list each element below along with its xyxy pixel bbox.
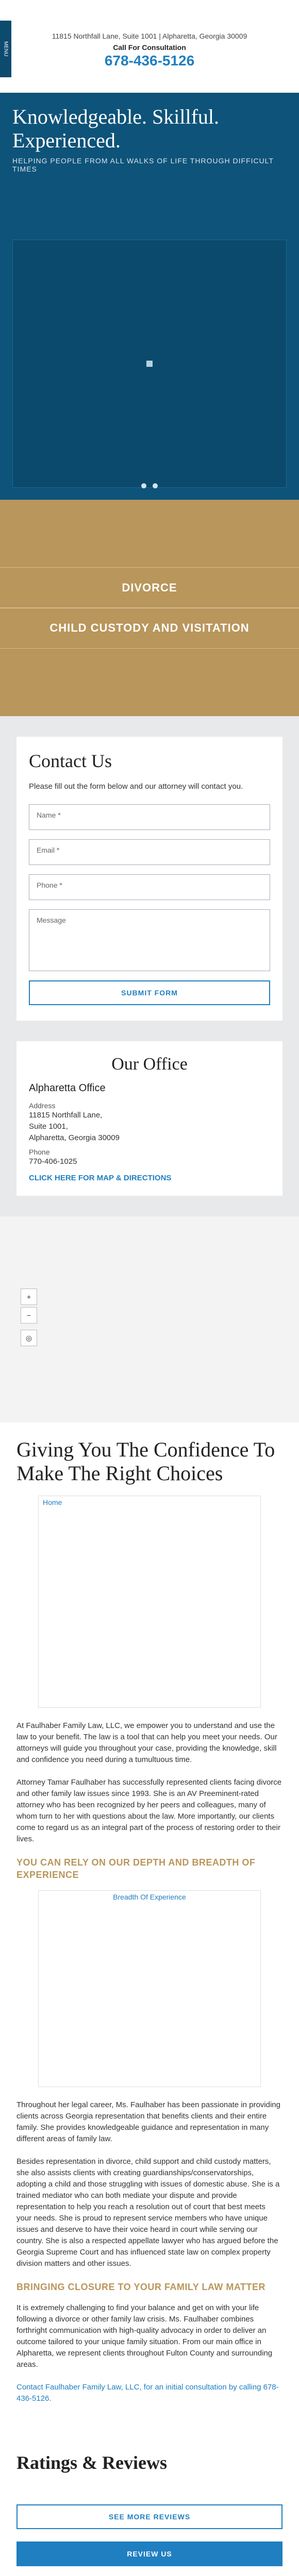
header-phone[interactable]: 678-436-5126 — [104, 53, 195, 69]
office-title: Our Office — [111, 1055, 188, 1074]
header-address: 11815 Northfall Lane, Suite 1001 | Alpharetta, Georgia 30009 — [52, 32, 247, 40]
hero-title: Knowledgeable. Skillful. Experienced. — [12, 105, 220, 152]
contact-section — [0, 716, 299, 1041]
experience-heading: YOU CAN RELY ON OUR DEPTH AND BREADTH OF EXPERIENCE — [16, 1857, 256, 1880]
locate-icon: ◎ — [25, 1333, 32, 1342]
map-zoom-out-button[interactable] — [21, 1307, 37, 1324]
submit-button[interactable]: SUBMIT FORM — [29, 980, 270, 1005]
about-paragraph: Attorney Tamar Faulhaber has successfully represented clients facing divorce and other family law issues since 1993. She is an AV Preeminent-rated attorney who has been recognized by her peers and colleagues, many of whom turn to her with questions about the law. More importantly, our clients come to regard us as an integral part of the process of restoring order to their lives. — [16, 1778, 282, 1843]
hero — [0, 93, 299, 500]
office-map-link[interactable]: CLICK HERE FOR MAP & DIRECTIONS — [29, 1174, 172, 1182]
image-placeholder-icon — [146, 360, 153, 367]
office-phone-label: Phone — [29, 1148, 50, 1156]
slider-dot[interactable] — [141, 483, 146, 488]
slider-dot[interactable] — [153, 483, 158, 488]
about-section — [0, 1422, 299, 2431]
office-address-label: Address — [29, 1101, 56, 1110]
minus-icon: − — [26, 1311, 31, 1319]
practice-area-custody[interactable]: CHILD CUSTODY AND VISITATION — [0, 607, 299, 649]
review-us-button[interactable]: REVIEW US — [16, 2541, 283, 2566]
office-address-line: Suite 1001, — [29, 1122, 68, 1131]
closure-heading: BRINGING CLOSURE TO YOUR FAMILY LAW MATTER — [16, 2282, 266, 2292]
about-paragraph: At Faulhaber Family Law, LLC, we empower you to understand and use the law to your benefit. The law is a tool that can help you meet your needs. Our attorneys will guide you throughout your case, providing the knowledge, skill and confidence you need during a tumultuous time. — [16, 1721, 277, 1764]
top-bar — [0, 0, 299, 93]
office-phone-link[interactable]: 770-406-1025 — [29, 1157, 77, 1166]
reviews-section — [0, 2431, 299, 2576]
map-locate-button[interactable] — [21, 1330, 37, 1346]
phone-input[interactable]: Phone * — [29, 874, 270, 900]
contact-cta-paragraph[interactable]: Contact Faulhaber Family Law, LLC, for an initial consultation by calling 678-436-5126. — [16, 2383, 279, 2403]
name-input[interactable]: Name * — [29, 804, 270, 830]
side-menu-tab[interactable]: MENU — [0, 21, 11, 77]
about-image-caption: Home — [43, 1498, 62, 1506]
hero-image — [12, 240, 287, 488]
practice-area-divorce[interactable]: DIVORCE — [0, 567, 299, 608]
about-image — [38, 1496, 261, 1708]
see-more-reviews-button[interactable]: SEE MORE REVIEWS — [16, 2504, 283, 2529]
contact-card — [16, 737, 283, 1021]
experience-paragraph: Besides representation in divorce, child support and child custody matters, she also assists clients with creating guardianships/conservatorships, adopting a child and those struggling with issues of domestic abuse. She is a trained mediator who can both mediate your dispute and provide representation to help you reach a resolution out of court that best meets your needs. She is proud to represent service members who have unique issues and deserve to have their voice heard in court while serving our country. She is also a respected appellate lawyer who has argued before the Georgia Supreme Court and has influenced state law on complex property division matters and other issues. — [16, 2157, 280, 2268]
hero-subtitle: HELPING PEOPLE FROM ALL WALKS OF LIFE THROUGH DIFFICULT TIMES — [12, 157, 274, 173]
reviews-title: Ratings & Reviews — [16, 2452, 167, 2473]
closure-paragraph: It is extremely challenging to find your balance and get on with your life following a divorce or other family law crisis. Ms. Faulhaber combines forthright communication with high-quality advocacy in order to deliver an outcome tailored to your unique family situation. From our main office in Alpharetta, we represent clients throughout Fulton County and surrounding areas. — [16, 2303, 273, 2369]
office-section — [0, 1041, 299, 1216]
contact-title: Contact Us — [29, 751, 112, 771]
practice-areas-band — [0, 500, 299, 716]
message-input[interactable]: Message — [29, 909, 270, 971]
experience-image — [38, 1890, 261, 2087]
office-map[interactable] — [0, 1216, 299, 1422]
contact-intro: Please fill out the form below and our attorney will contact you. — [29, 782, 243, 791]
experience-paragraph: Throughout her legal career, Ms. Faulhaber has been passionate in providing clients across Georgia representation that benefits clients and their entire family. She provides knowledgeable guidance and representation in many different areas of family law. — [16, 2100, 280, 2143]
email-input[interactable]: Email * — [29, 839, 270, 865]
office-name: Alpharetta Office — [29, 1082, 106, 1094]
office-card — [16, 1041, 283, 1196]
header-cta: Call For Consultation — [113, 43, 186, 52]
office-address-line: Alpharetta, Georgia 30009 — [29, 1133, 120, 1142]
slider-dots — [141, 483, 158, 488]
plus-icon: + — [26, 1293, 31, 1301]
office-address-line: 11815 Northfall Lane, — [29, 1111, 103, 1120]
about-title: Giving You The Confidence To Make The Right Choices — [16, 1438, 275, 1485]
experience-image-caption: Breadth Of Experience — [113, 1893, 186, 1901]
map-zoom-in-button[interactable] — [21, 1289, 37, 1305]
